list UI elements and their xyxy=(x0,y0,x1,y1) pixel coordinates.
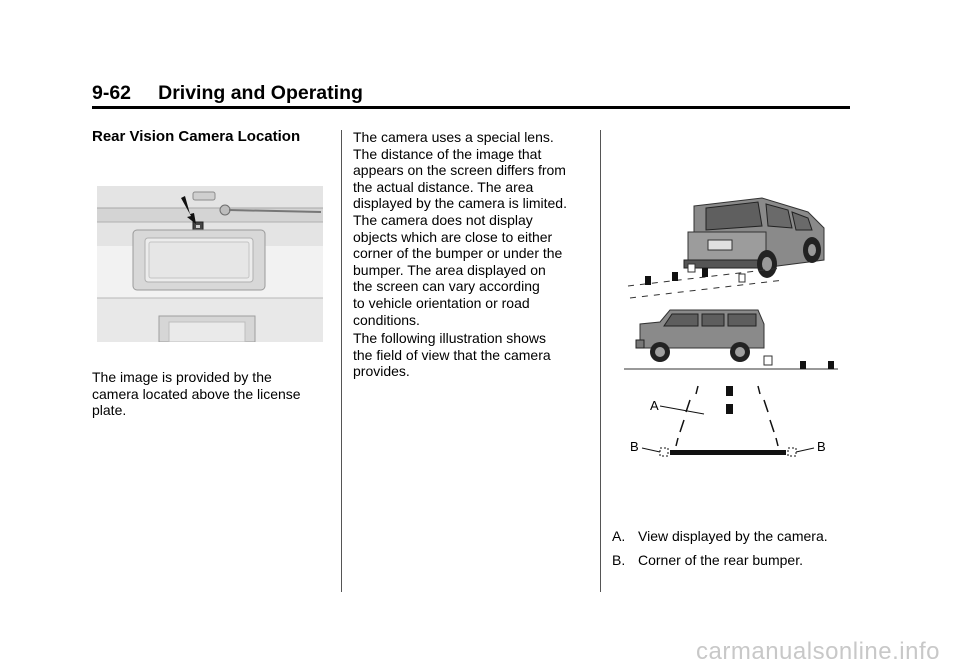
top-view-field-of-view xyxy=(642,386,814,456)
field-of-view-diagram xyxy=(612,188,852,468)
label-a: A xyxy=(650,398,659,413)
caption-letter: B. xyxy=(612,552,626,568)
caption-text: View displayed by the camera. xyxy=(638,528,828,544)
caption-a xyxy=(612,528,828,545)
suv-rear-view-illustration xyxy=(684,198,824,278)
label-b-right: B xyxy=(817,439,826,454)
column-divider-left xyxy=(341,130,342,592)
text-line: appears on the screen differs from xyxy=(353,162,566,179)
camera-location-figure xyxy=(97,186,323,342)
page-header xyxy=(92,82,850,109)
text-line: objects which are close to either xyxy=(353,228,553,245)
text-line: plate. xyxy=(92,402,127,419)
caption-b xyxy=(612,552,803,569)
text-line: conditions. xyxy=(353,311,420,328)
text-line: The following illustration shows xyxy=(353,330,546,346)
label-b-left: B xyxy=(630,439,639,454)
column-divider-right xyxy=(600,130,601,592)
text-line: to vehicle orientation or road xyxy=(353,294,530,311)
text-line: bumper. The area displayed on xyxy=(353,261,546,278)
suv-side-view-illustration xyxy=(636,310,764,362)
text-line: displayed by the camera is limited. xyxy=(353,195,567,212)
text-line: corner of the bumper or under the xyxy=(353,245,563,262)
text-line: the actual distance. The area xyxy=(353,178,534,195)
text-line: the screen can vary according xyxy=(353,278,540,295)
text-line: camera located above the license xyxy=(92,385,301,402)
text-line: The distance of the image that xyxy=(353,145,542,162)
text-line: the field of view that the camera xyxy=(353,346,551,363)
watermark: carmanualsonline.info xyxy=(696,638,940,665)
illustration-paragraph xyxy=(353,330,593,380)
text-line: provides. xyxy=(353,363,410,380)
page-title: 9-62 Driving and Operating xyxy=(92,82,363,104)
section-heading: Rear Vision Camera Location xyxy=(92,128,301,145)
caption-letter: A. xyxy=(612,528,626,544)
text-line: The image is provided by the xyxy=(92,369,272,385)
text-line: The camera does not display xyxy=(353,211,533,228)
lens-paragraph xyxy=(353,129,593,328)
camera-description xyxy=(92,369,332,419)
caption-text: Corner of the rear bumper. xyxy=(638,552,803,568)
text-line: The camera uses a special lens. xyxy=(353,129,554,145)
